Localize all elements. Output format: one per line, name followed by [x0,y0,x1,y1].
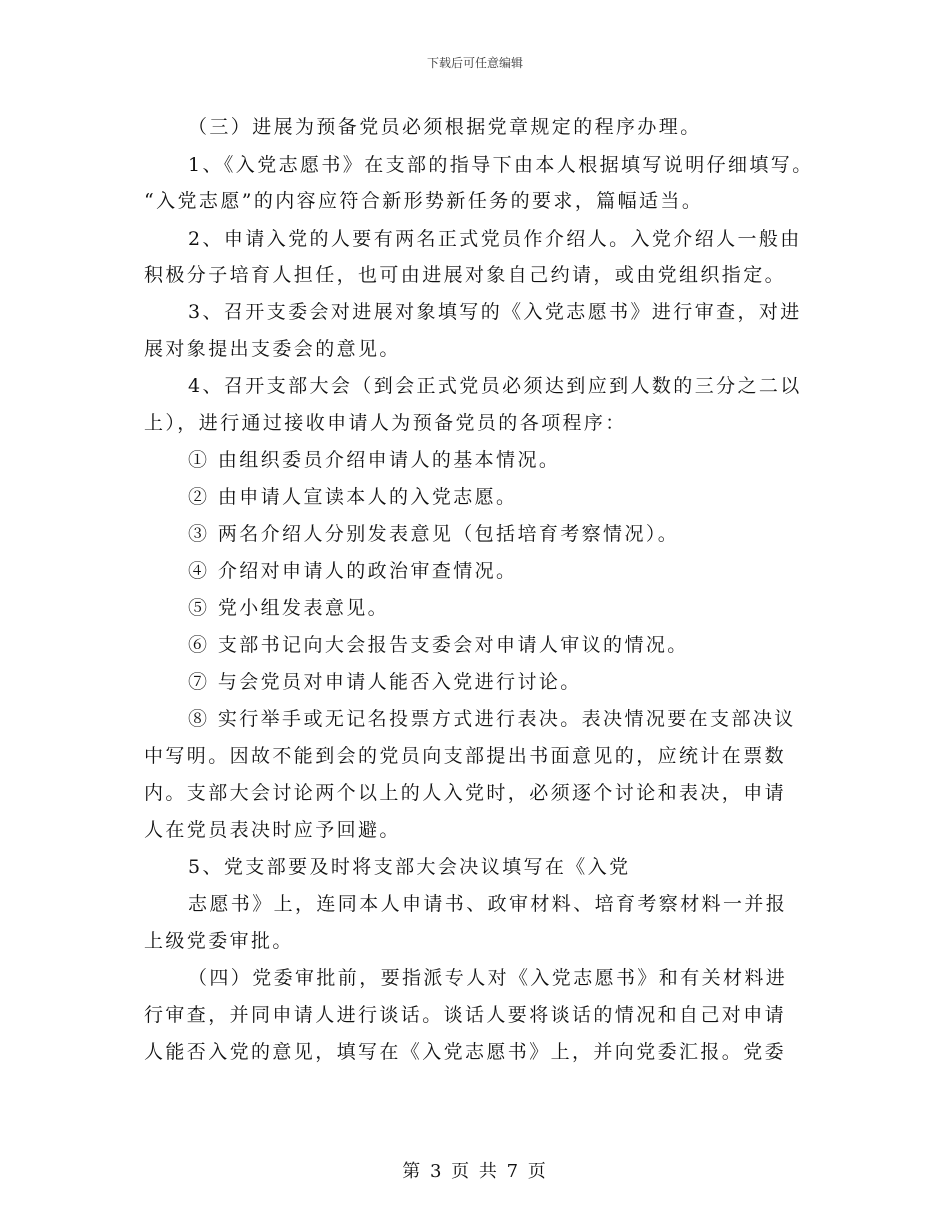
text-line: 中写明。因故不能到会的党员向支部提出书面意见的，应统计在票数 [144,745,787,767]
text-line: ⑦ 与会党员对申请人能否入党进行讨论。 [188,671,582,693]
page-header: 下载后可任意编辑 [426,56,523,70]
text-line: 人在党员表决时应予回避。 [144,819,401,841]
text-line: ⑤ 党小组发表意见。 [188,597,390,619]
text-line: 4、召开支部大会（到会正式党员必须达到应到人数的三分之二以 [188,375,802,397]
text-line: （四）党委审批前，要指派专人对《入党志愿书》和有关材料进 [188,967,788,989]
text-line: 积极分子培育人担任，也可由进展对象自己约请，或由党组织指定。 [144,264,787,286]
text-line: 内。支部大会讨论两个以上的人入党时，必须逐个讨论和表决，申请 [144,782,787,804]
text-line: ⑧ 实行举手或无记名投票方式进行表决。表决情况要在支部决议 [188,708,796,730]
text-line: 上级党委审批。 [144,930,294,952]
text-line: 3、召开支委会对进展对象填写的《入党志愿书》进行审查，对进 [188,301,802,323]
text-line: 2、申请入党的人要有两名正式党员作介绍人。入党介绍人一般由 [188,228,802,250]
text-line: ④ 介绍对申请人的政治审查情况。 [188,560,518,582]
page-number-footer: 第 3 页 共 7 页 [402,1161,548,1182]
text-line: ③ 两名介绍人分别发表意见（包括培育考察情况）。 [188,523,680,545]
text-line: 人能否入党的意见，填写在《入党志愿书》上，并向党委汇报。党委 [144,1041,787,1063]
text-line: 上），进行通过接收申请人为预备党员的各项程序： [144,412,627,434]
text-line: “入党志愿”的内容应符合新形势新任务的要求，篇幅适当。 [144,190,704,212]
text-line: 1、《入党志愿书》在支部的指导下由本人根据填写说明仔细填写。 [188,154,814,176]
text-line: 志愿书》上，连同本人申请书、政审材料、培育考察材料一并报 [188,893,788,915]
text-line: ① 由组织委员介绍申请人的基本情况。 [188,449,561,471]
text-line: 行审查，并同申请人进行谈话。谈话人要将谈话的情况和自己对申请 [144,1004,787,1026]
text-line: （三）进展为预备党员必须根据党章规定的程序办理。 [188,116,702,138]
text-line: 展对象提出支委会的意见。 [144,338,401,360]
text-line: 5、党支部要及时将支部大会决议填写在《入党 [188,856,631,878]
text-line: ⑥ 支部书记向大会报告支委会对申请人审议的情况。 [188,634,689,656]
text-line: ② 由申请人宣读本人的入党志愿。 [188,486,518,508]
